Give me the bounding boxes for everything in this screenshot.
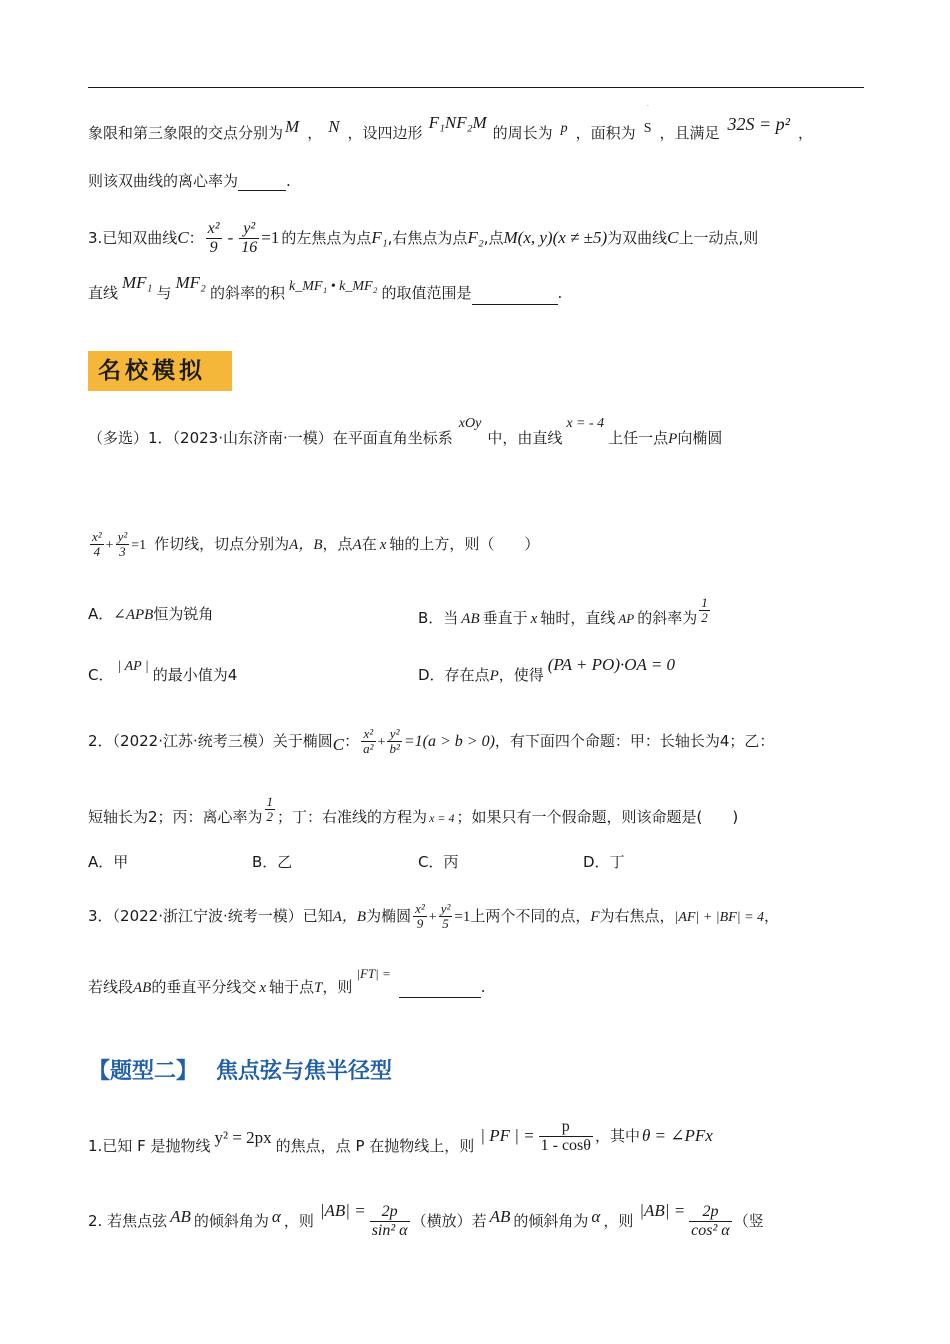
text: 3.已知双曲线 (88, 229, 178, 247)
option-label: D．存在点 (418, 666, 490, 684)
text: 向椭圆 (677, 429, 723, 447)
topic-1-line (88, 1118, 713, 1165)
fraction-half (699, 596, 710, 625)
text: 3．（2022·浙江宁波·统考一模）已知 (88, 907, 333, 925)
text: ,右焦点为点 (387, 229, 468, 247)
text: 的斜率的积 (209, 284, 285, 302)
numerator: 1 (266, 794, 274, 809)
denominator: 16 (241, 239, 258, 256)
question-3-line-2 (88, 273, 563, 305)
text: 直线 (88, 284, 119, 302)
plus: + (105, 538, 114, 553)
math-F2: F₂ (467, 228, 484, 247)
denominator: 3 (119, 544, 126, 559)
fraction-y2-3 (116, 530, 130, 559)
math-MF2: MF₂ (175, 273, 206, 292)
equals-one: =1 (131, 538, 147, 553)
math-directrix: x = 4 (429, 811, 455, 825)
math-C: C (332, 735, 345, 754)
text: 的垂直平分线交 (151, 978, 257, 996)
denominator: 2 (701, 610, 708, 625)
math-AB: A，B (332, 909, 367, 925)
option-text: 恒为锐角 (153, 605, 214, 623)
text: 轴于点 (269, 978, 315, 996)
minus: - (227, 228, 234, 247)
text: ： (344, 732, 360, 750)
fraction-x2-9 (413, 902, 427, 931)
fraction-y2-b2 (387, 727, 401, 756)
math-abs-AB: |AB| = (319, 1201, 366, 1220)
option-label: B．当 (418, 609, 459, 627)
prev-question-line-2 (88, 171, 291, 191)
fraction-x2-a2 (361, 727, 375, 756)
math-abs-sum: |AF| + |BF| = 4 (674, 910, 765, 925)
text: 为椭圆 (366, 907, 412, 925)
numerator: x² (415, 901, 425, 916)
math-A: A (352, 537, 362, 553)
text: 与 (156, 284, 172, 302)
mq1-option-c[interactable] (88, 659, 238, 687)
math-C: C (667, 228, 679, 247)
math-theta: θ = ∠PFx (641, 1126, 713, 1145)
text: 的焦点，点 P 在抛物线上，则 (275, 1137, 475, 1155)
math-AB: AB (489, 1207, 511, 1226)
mock-question-1-line-1 (88, 416, 723, 450)
text: . (286, 172, 291, 190)
fraction-cos (689, 1203, 732, 1240)
mq1-option-d[interactable] (418, 655, 679, 686)
math-alpha: α (271, 1207, 281, 1226)
mq1-option-a[interactable] (88, 604, 213, 625)
text: ，有下面四个命题：甲：长轴长为4；乙： (494, 732, 775, 750)
text: 在 (361, 535, 377, 553)
fraction-half (265, 795, 276, 824)
text: 的左焦点为点 (281, 229, 372, 247)
plus: + (377, 735, 386, 750)
math-P: P (489, 668, 499, 684)
text: ， (764, 907, 780, 925)
denominator: sin² α (371, 1222, 408, 1239)
math-T: T (314, 980, 323, 996)
numerator: 2p (689, 1203, 732, 1222)
denominator: 2 (266, 809, 274, 824)
numerator: x² (92, 529, 102, 544)
fraction-x2-4 (90, 530, 104, 559)
denominator: 1 - cosθ (540, 1137, 591, 1154)
math-abs-AB: |AB| = (639, 1201, 686, 1220)
text: ，且满足 (659, 124, 720, 142)
math-P: P (668, 431, 678, 447)
option-text: ，使得 (498, 666, 544, 684)
numerator: x² (207, 220, 220, 237)
text: 2．（2022·江苏·统考三模）关于椭圆 (88, 732, 333, 750)
option-text: 的斜率为 (637, 609, 698, 627)
denominator: 5 (442, 916, 449, 931)
equals-one: =1 (261, 228, 280, 247)
math-parabola: y² = 2px (214, 1128, 272, 1147)
option-label: A． (88, 605, 114, 623)
text: 为双曲线 (607, 229, 668, 247)
denominator: 9 (209, 239, 218, 256)
math-alpha: α (591, 1207, 601, 1226)
numerator: 2p (370, 1203, 410, 1222)
mq2-option-b[interactable]: B．乙 (252, 853, 293, 871)
text: ， (307, 124, 323, 142)
option-text: 轴时，直线 (540, 609, 616, 627)
math-slope-product: k_MF₁ • k_MF₂ (288, 279, 378, 294)
math-AB: AB (170, 1207, 191, 1226)
text: ；丁：右准线的方程为 (277, 808, 428, 826)
text: ， (798, 124, 814, 142)
math-M: M (285, 117, 300, 136)
math-AB: A，B (289, 537, 323, 553)
math-line-eq: x = - 4 (566, 416, 605, 431)
text: 2. 若焦点弦 (88, 1212, 168, 1230)
topic-2-line (88, 1203, 764, 1240)
math-abs-PF: | PF | = (480, 1126, 535, 1145)
math-x: x (379, 537, 387, 553)
mock-question-3-line-2 (88, 966, 486, 998)
math-condition: =1(a > b > 0) (403, 733, 495, 750)
text: ，则 (283, 1212, 314, 1230)
text: ；如果只有一个假命题，则该命题是( ) (456, 808, 739, 826)
text: 的周长为 (492, 124, 553, 142)
text: 的取值范围是 (381, 284, 472, 302)
option-text: 的最小值为4 (152, 666, 238, 684)
text: . (480, 978, 486, 996)
text: ，点 (322, 535, 353, 553)
math-condition: 32S = p² (727, 114, 791, 134)
math-x: x (530, 611, 538, 627)
denominator: a² (363, 741, 374, 756)
heading-tag: 【题型二】 (88, 1059, 199, 1084)
plus: + (428, 910, 437, 925)
mq1-option-b[interactable] (418, 595, 712, 633)
text: 中，由直线 (487, 429, 563, 447)
numerator: p (539, 1118, 593, 1137)
mock-question-2-line-1 (88, 727, 774, 756)
math-x: x (259, 980, 267, 996)
text: （横放）若 (411, 1212, 487, 1230)
math-xOy: xOy (458, 416, 482, 431)
text: ，面积为 (575, 124, 636, 142)
section-badge: 名校模拟 (88, 351, 232, 391)
text: . (557, 284, 563, 302)
denominator: cos² α (691, 1222, 730, 1239)
text: 作切线，切点分别为 (154, 535, 290, 553)
math-N: N (328, 117, 340, 136)
text: ，则 (603, 1212, 634, 1230)
text: （多选）1．（2023·山东济南·一模）在平面直角坐标系 (88, 429, 453, 447)
text: ： (188, 229, 204, 247)
math-F1: F₁ (371, 228, 388, 247)
answer-blank[interactable] (238, 190, 286, 191)
math-C: C (177, 228, 189, 247)
text: 1.已知 F 是抛物线 (88, 1137, 211, 1155)
section-heading (88, 1054, 392, 1085)
text: 上一动点,则 (678, 229, 759, 247)
text: 为右焦点， (599, 907, 675, 925)
heading-title: 焦点弦与焦半径型 (216, 1059, 393, 1084)
numerator: y² (239, 220, 259, 239)
text: ，则 (322, 978, 353, 996)
math-vector-eq: (PA + PO)·OA = 0 (547, 655, 676, 674)
question-3-line-1 (88, 220, 758, 257)
math-S: S (643, 121, 652, 136)
text: ,点 (483, 229, 504, 247)
top-rule (88, 87, 864, 88)
denominator: 9 (416, 916, 424, 931)
math-p: p (560, 121, 568, 136)
math-AP: AP (618, 611, 635, 626)
fraction-x2-9 (206, 220, 222, 257)
option-text: 垂直于 (482, 609, 528, 627)
fraction-y2-16 (239, 220, 259, 257)
text: 上两个不同的点， (470, 907, 591, 925)
math-quadrilateral: F₁NF₂M (428, 113, 487, 132)
text: 轴的上方，则（ ） (389, 535, 540, 553)
text: 的倾斜角为 (513, 1212, 589, 1230)
numerator: y² (440, 901, 451, 916)
fraction-focal-radius (539, 1118, 593, 1155)
mock-question-2-line-2 (88, 794, 739, 832)
text: 象限和第三象限的交点分别为 (88, 124, 284, 142)
numerator: y² (387, 727, 401, 742)
mq2-option-c[interactable]: C．丙 (418, 853, 459, 871)
text: 若线段 (88, 978, 134, 996)
numerator: x² (361, 727, 375, 742)
math-AB: AB (133, 980, 152, 996)
answer-blank[interactable] (399, 997, 481, 998)
answer-blank[interactable] (472, 304, 558, 305)
text: 短轴长为2；丙：离心率为 (88, 808, 263, 826)
option-label: C． (88, 666, 114, 684)
text: 的倾斜角为 (193, 1212, 269, 1230)
equals-one: =1 (454, 909, 471, 925)
text: （竖 (733, 1212, 764, 1230)
math-M-point: M(x, y)(x ≠ ±5) (503, 228, 608, 247)
mock-question-3-line-1 (88, 902, 779, 931)
denominator: b² (389, 741, 400, 756)
stray-dot: . (647, 101, 649, 108)
prev-question-line-1 (88, 113, 814, 145)
math-MF1: MF₁ (122, 273, 153, 292)
math-F: F (590, 909, 600, 925)
mq2-option-a[interactable]: A．甲 (88, 853, 129, 871)
math-abs-FT: |FT| = (356, 966, 391, 981)
numerator: y² (117, 529, 128, 544)
math-angle: ∠APB (113, 607, 154, 623)
mock-question-1-line-2 (88, 530, 539, 559)
fraction-sin (370, 1203, 410, 1240)
mq2-option-d[interactable]: D．丁 (583, 853, 625, 871)
numerator: 1 (701, 595, 708, 610)
text: ，设四边形 (347, 124, 423, 142)
text: ，其中 (594, 1127, 640, 1145)
text: 则该双曲线的离心率为 (88, 172, 239, 190)
text: 上任一点 (608, 429, 669, 447)
fraction-y2-5 (439, 902, 453, 931)
denominator: 4 (93, 544, 101, 559)
math-AB: AB (461, 611, 480, 627)
math-abs-AP: | AP | (117, 659, 149, 674)
